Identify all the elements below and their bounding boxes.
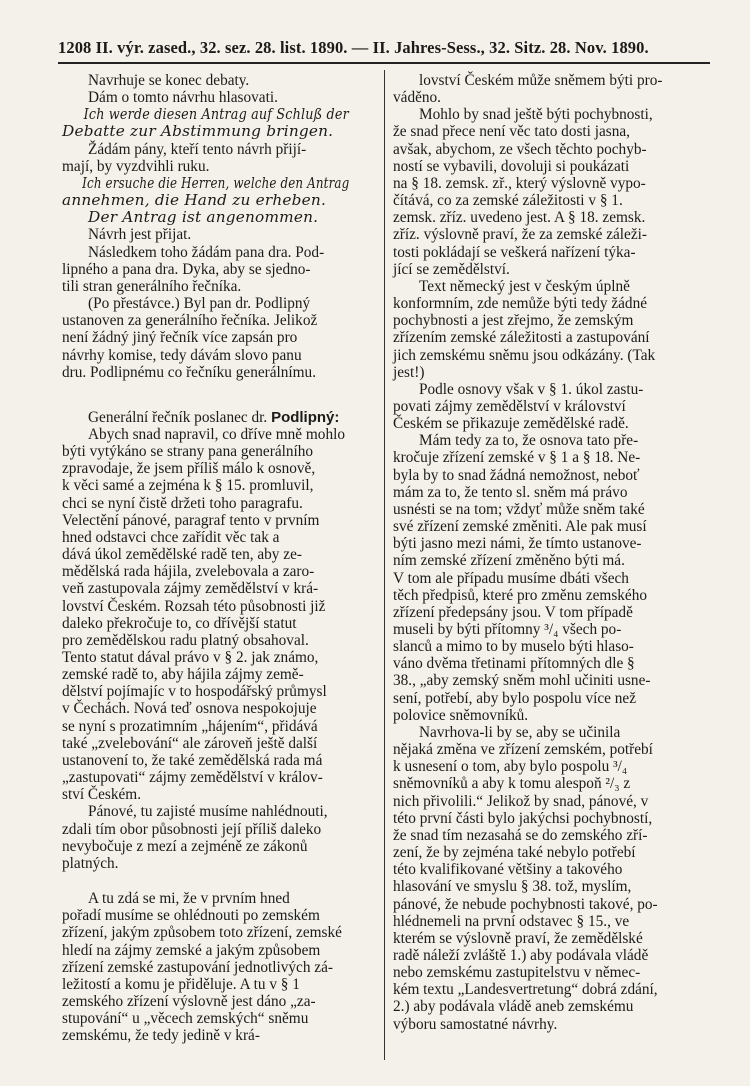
text-line: zpravodaje, že jsem příliš málo k osnově,	[62, 460, 316, 478]
header-rule	[58, 62, 710, 64]
text-line: k usnesení o tom, aby bylo pospolu ³/₄	[393, 758, 628, 776]
text-line: lovství Českém. Rozsah této působnosti již	[62, 597, 326, 615]
text-line: že snad přece není věc tato dosti jasna,	[393, 123, 631, 141]
text-line: platných.	[62, 854, 119, 872]
left-column	[62, 72, 375, 1044]
text-line: jest!)	[393, 363, 425, 381]
text-line: Mohlo by snad ještě býti pochybnosti,	[419, 106, 653, 124]
text-line: lipného a pana dra. Dyka, aby se sjedno-	[62, 260, 311, 278]
text-line: kterém se výslovně praví, že zemědělské	[393, 929, 643, 947]
paragraph	[62, 295, 375, 381]
text-line: této kvalifikované většiny a takového	[393, 861, 623, 879]
text-line: Dám o tomto návrhu hlasovati.	[88, 89, 278, 107]
speaker-prefix: Generální řečník poslanec dr.	[88, 408, 272, 426]
text-line: Návrh jest přijat.	[88, 226, 192, 244]
text-line: Žádám pány, kteří tento návrh přijí-	[88, 140, 307, 158]
text-line: nebo zemskému zastupitelstvu v němec-	[393, 964, 641, 982]
text-line: pánové, že nebude pochybnosti takové, po-	[393, 895, 658, 913]
text-line: Der Antrag ist angenommen.	[88, 208, 319, 227]
text-line: ustanoven za generálního řečníka. Jelikož	[62, 312, 318, 330]
text-line: na § 18. zemsk. zř., který výslovně vypo-	[393, 174, 646, 192]
text-line: veň zastupovala zájmy zemědělství v krá-	[62, 580, 319, 598]
text-line: Debatte zur Abstimmung bringen.	[62, 122, 334, 141]
paragraph	[62, 175, 375, 209]
text-line: pochybnosti a jest zřejmo, že zemským	[393, 312, 634, 330]
text-line: této první části bylo jakýchsi pochybností,	[393, 809, 653, 827]
text-line: pro zemědělskou radu platný obsahoval.	[62, 631, 309, 649]
paragraph	[393, 278, 715, 381]
text-line: ství Českém.	[62, 786, 142, 804]
text-line: zříz. výslovně praví, že za zemské záleži-	[393, 226, 647, 244]
text-line: zřízení, jakým způsobem toto zřízení, zemské	[62, 924, 342, 942]
text-line: polovice sněmovníků.	[393, 706, 529, 724]
text-line: nevybočuje z mezí a zejméně ze zákonů	[62, 837, 308, 855]
text-line: tili stran generálního řečníka.	[62, 277, 242, 295]
paragraph	[62, 244, 375, 295]
text-line: hned odstavci chce zařídit věc tak a	[62, 528, 280, 546]
text-line: Mám tedy za to, že osnova tato pře-	[419, 432, 639, 450]
text-line: „zastupovati“ zájmy zemědělství v králov-	[62, 769, 323, 787]
text-line: návrhy komise, tedy dávám slovo panu	[62, 346, 302, 364]
text-line: annehmen, die Hand zu erheben.	[62, 191, 327, 210]
text-line: usnésti se na tom; vždyť může sněm také	[393, 500, 645, 518]
paragraph	[62, 803, 375, 872]
text-line: povati zájmy zemědělství v království	[393, 397, 626, 415]
text-line: konformním, zde nemůže býti tedy žádné	[393, 295, 648, 313]
text-line: zení, že by zejména také nebylo potřebí	[393, 844, 636, 862]
paragraph	[393, 72, 715, 106]
text-line: byla by to snad žádná nemožnost, neboť	[393, 466, 640, 484]
paragraph	[62, 72, 375, 89]
text-line: V tom ale případu musíme dbáti všech	[393, 569, 629, 587]
text-line: zemského zřízení výslovně jest dáno „za-	[62, 992, 316, 1010]
text-line: ním zemské zřízení změněno býti má.	[393, 552, 625, 570]
text-line: sněmovníků a aby k tomu alespoň ²/₃ z	[393, 775, 631, 793]
text-line: váděno.	[393, 89, 441, 107]
text-line: hlédnemeli na první odstavec § 15., ve	[393, 912, 630, 930]
text-line: hlasování ve smyslu § 38. tož, myslím,	[393, 878, 632, 896]
text-line: v Čechách. Nová teď osnova nespokojuje	[62, 700, 317, 718]
text-line: Navrhuje se konec debaty.	[88, 72, 250, 89]
paragraph	[62, 141, 375, 175]
text-line: býti vytýkáno se strany pana generálního	[62, 443, 314, 461]
text-line: zřízení předepsány jsou. V tom případě	[393, 603, 633, 621]
page-header: 1208 II. výr. zased., 32. sez. 28. list. 1890. — II. Jahres-Sess., 32. Sitz. 28. Nov. 1890.	[58, 38, 649, 57]
text-line: zemsk. zříz. uvedeno jest. A § 18. zemsk.	[393, 209, 646, 227]
text-line: 38., „aby zemský sněm mohl učiniti usne-	[393, 672, 651, 690]
text-line: mám za to, že tento sl. sněm má právo	[393, 483, 628, 501]
paragraph-gap	[62, 381, 375, 409]
paragraph	[62, 890, 375, 1044]
text-line: ležitostí a komu je přiděluje. A tu v § 1	[62, 975, 300, 993]
text-line: Tento statut dával právo v § 2. jak známo,	[62, 649, 319, 666]
text-line: Pánové, tu zajisté musíme nahlédnouti,	[88, 803, 328, 821]
text-line: dělství pojímajíc v to hospodářský průmysl	[62, 683, 327, 701]
text-line: Velectění pánové, paragraf tento v prvním	[62, 511, 320, 529]
text-line: zdali tím obor působnosti její příliš daleko	[62, 820, 322, 838]
text-line: k věci samé a zejména k § 15. promluvil,	[62, 477, 314, 495]
text-line: ností se vybavili, dovoluji si poukázati	[393, 157, 630, 175]
text-line: hledí na zájmy zemské a jakým způsobem	[62, 941, 321, 959]
speaker-name: Podlipný:	[271, 408, 340, 426]
text-line: ustanovení to, že také zemědělská rada má	[62, 751, 323, 769]
paragraph-gap	[62, 872, 375, 890]
text-line: A tu zdá se mi, že v prvním hned	[88, 890, 290, 908]
text-line: zřízení zemské zastupování jednotlivých zá-	[62, 958, 333, 976]
text-line: jící se zemědělství.	[393, 260, 510, 278]
text-line: Text německý jest v českým úplně	[419, 277, 630, 295]
text-line: Následkem toho žádám pana dra. Pod-	[88, 243, 325, 261]
text-line: Ich ersuche die Herren, welche den Antrag	[82, 173, 350, 192]
right-column	[393, 72, 715, 1033]
text-line: zřízením zemské záležitosti a zastupování	[393, 329, 650, 347]
text-line: své zřízení zemské změniti. Ale pak musí	[393, 518, 647, 536]
paragraph	[393, 381, 715, 432]
text-line: Podle osnovy však v § 1. úkol zastu-	[419, 380, 644, 398]
text-line: avšak, abychom, ze všech těchto pochyb-	[393, 140, 647, 158]
paragraph	[62, 89, 375, 106]
text-line: chci se nyní čistě držeti toho paragrafu.	[62, 494, 303, 512]
text-line: nějaká změna ve zřízení zemském, potřebí	[393, 741, 653, 759]
text-line: těch předpisů, které pro změnu zemského	[393, 586, 648, 604]
text-line: zemskému, že tedy jedině v krá-	[62, 1027, 260, 1045]
text-line: se nyní s prozatimním „hájením“, přidává	[62, 717, 318, 735]
text-line: výboru samostatné návrhy.	[393, 1015, 558, 1033]
text-line: Českém se přikazuje zemědělské radě.	[393, 415, 629, 433]
text-line: kém textu „Landesvertretung“ dobrá zdání,	[393, 981, 658, 999]
paragraph	[62, 106, 375, 140]
paragraph	[62, 209, 375, 226]
text-line: býti jasno mezi námi, že tímto ustanove-	[393, 535, 642, 553]
text-line: není žádný jiný řečník více zapsán pro	[62, 329, 298, 347]
text-line: Navrhova-li by se, aby se učinila	[419, 723, 621, 741]
text-line: že snad tím nezasahá se do zemského zří-	[393, 826, 648, 844]
text-line: také „zvelebování“ ale zároveň ještě další	[62, 734, 318, 752]
text-line: tosti pokládají se veškerá nařízení týka-	[393, 243, 636, 261]
text-line: stupování“ u „věcech zemských“ sněmu	[62, 1010, 309, 1028]
paragraph	[393, 106, 715, 278]
text-line: museli by býti přítomny ³/₄ všech po-	[393, 621, 622, 638]
text-line: jich zemskému sněmu jsou odkázány. (Tak	[393, 346, 656, 364]
text-line: pořadí musíme se ohlédnouti po zemském	[62, 907, 320, 925]
paragraph	[62, 226, 375, 243]
speaker-heading	[62, 409, 375, 426]
text-line: lovství Českém může sněmem býti pro-	[419, 72, 663, 89]
text-line: mají, by vyzdvihli ruku.	[62, 157, 210, 175]
paragraph	[393, 724, 715, 1033]
text-line: mědělská rada hájila, zvelebovala a zaro-	[62, 563, 315, 581]
text-line: daleko překročuje to, co dřívější statut	[62, 614, 297, 632]
text-line: Abych snad napravil, co dříve mně mohlo	[88, 425, 346, 443]
text-line: (Po přestávce.) Byl pan dr. Podlipný	[88, 295, 311, 313]
text-line: zemské radě to, aby hájila zájmy země-	[62, 666, 304, 684]
text-line: 2.) aby podávala vládě aneb zemskému	[393, 998, 634, 1016]
text-line: nich přivolili.“ Jelikož by snad, pánové, v	[393, 792, 649, 810]
text-line: dru. Podlipnému co řečníku generálnímu.	[62, 363, 317, 381]
text-line: čítává, co za zemské záležitosti v § 1.	[393, 192, 623, 210]
text-line: radě náleží zvláště 1.) aby podávala vládě	[393, 946, 649, 964]
text-line: dává úkol zemědělské radě ten, aby ze-	[62, 546, 302, 564]
paragraph	[62, 426, 375, 803]
text-line: Ich werde diesen Antrag auf Schluß der	[83, 105, 349, 124]
text-line: kročuje zřízení zemské v § 1 a § 18. Ne-	[393, 449, 641, 467]
text-line: váno dvěma třetinami přítomných dle §	[393, 655, 635, 673]
paragraph	[393, 432, 715, 724]
text-line: slanců a mimo to by muselo býti hlaso-	[393, 638, 634, 656]
text-line: sení, potřebí, aby bylo pospolu více než	[393, 689, 636, 707]
column-divider	[384, 70, 385, 1060]
